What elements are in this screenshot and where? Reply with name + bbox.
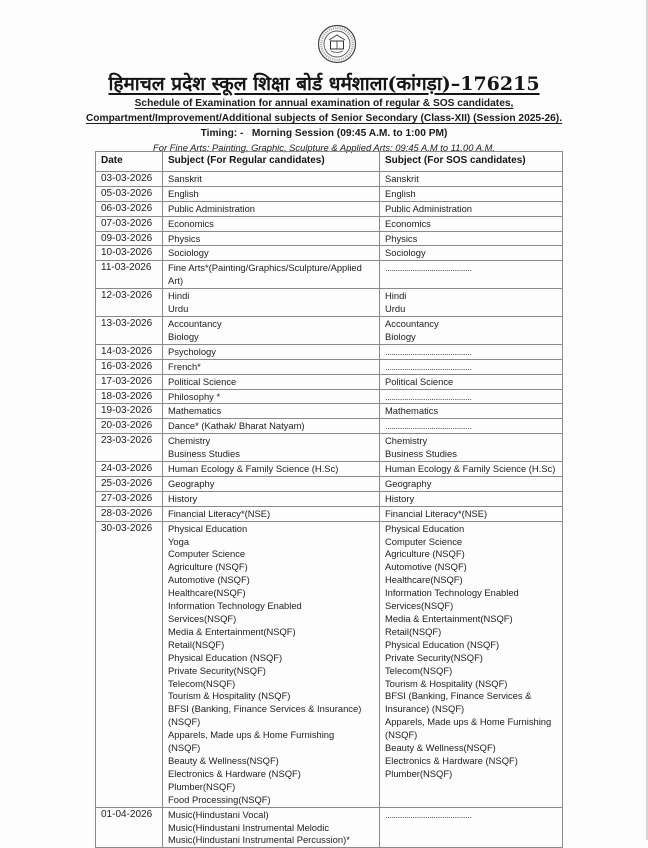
not-applicable-placeholder: ......................................... — [385, 262, 472, 274]
regular-subject-cell — [163, 389, 380, 404]
table-row — [96, 171, 563, 186]
not-applicable-placeholder: ......................................... — [385, 808, 472, 820]
board-title-text: हिमाचल प्रदेश स्कूल शिक्षा बोर्ड धर्मशाला(कांगड़ा)–176215 — [108, 73, 540, 95]
exam-date: 12-03-2026 — [96, 289, 163, 317]
subject-name: Business Studies — [168, 448, 240, 460]
subject-name: Media & Entertainment(NSQF) — [168, 625, 296, 637]
table-row — [96, 389, 563, 404]
subject-name: Chemistry — [385, 435, 428, 447]
regular-subject-cell — [163, 316, 380, 344]
header-date: Date — [96, 152, 163, 172]
subject-name: Biology — [168, 330, 199, 342]
header-sos-subject: Subject (For SOS candidates) — [380, 152, 563, 172]
exam-date: 19-03-2026 — [96, 404, 163, 419]
sos-subject-cell — [380, 289, 563, 317]
regular-subject-cell — [163, 246, 380, 261]
subject-name: Media & Entertainment(NSQF) — [385, 613, 513, 624]
subject-name: Political Science — [385, 375, 454, 387]
exam-date: 28-03-2026 — [96, 506, 163, 521]
table-row — [96, 316, 563, 344]
sos-subject-cell — [380, 231, 563, 246]
sos-subject-cell — [380, 419, 563, 434]
sos-subject-cell — [380, 374, 563, 389]
exam-date: 23-03-2026 — [96, 434, 163, 462]
subject-name: Physical Education — [168, 522, 248, 534]
subject-name: Hindi — [168, 290, 190, 302]
exam-date: 13-03-2026 — [96, 316, 163, 344]
subject-name: Financial Literacy*(NSE) — [385, 507, 488, 519]
subject-name: Accountancy — [385, 317, 439, 329]
subject-name: Physical Education (NSQF) — [385, 638, 500, 650]
subject-name: Healthcare(NSQF) — [168, 587, 246, 599]
subject-name: Sociology — [168, 247, 209, 259]
sos-subject-cell — [380, 316, 563, 344]
subject-name: Private Security(NSQF) — [385, 651, 483, 663]
subject-name: Music(Hindustani Instrumental Melodic — [168, 821, 330, 833]
subject-name: Apparels, Made ups & Home Furnishing — [168, 729, 335, 741]
sos-subject-cell — [380, 261, 563, 289]
exam-date: 07-03-2026 — [96, 216, 163, 231]
subject-name: (NSQF) — [168, 716, 201, 728]
not-applicable-placeholder: ......................................... — [385, 345, 472, 357]
sos-subject-cell — [380, 216, 563, 231]
subject-name: English — [385, 187, 416, 199]
subject-name: Human Ecology & Family Science (H.Sc) — [385, 463, 556, 475]
subject-name: Electronics & Hardware (NSQF) — [385, 754, 518, 766]
subject-name: (NSQF) — [168, 742, 201, 754]
subject-name: Mathematics — [168, 405, 222, 417]
subject-name: Tourism & Hospitality (NSQF) — [385, 677, 508, 689]
schedule-subtitle-line2 — [0, 113, 648, 124]
sos-subject-cell — [380, 344, 563, 359]
exam-date: 27-03-2026 — [96, 491, 163, 506]
regular-subject-cell — [163, 521, 380, 807]
subject-name: Hindi — [385, 290, 407, 302]
sos-subject-cell — [380, 201, 563, 216]
subject-name: Plumber(NSQF) — [385, 767, 453, 779]
not-applicable-placeholder: ......................................... — [385, 360, 472, 372]
table-row — [96, 491, 563, 506]
subject-name: Economics — [385, 217, 431, 229]
subject-name: Urdu — [168, 303, 189, 315]
sos-subject-cell — [380, 171, 563, 186]
regular-subject-cell — [163, 186, 380, 201]
exam-date: 06-03-2026 — [96, 201, 163, 216]
table-row — [96, 419, 563, 434]
subject-name: Electronics & Hardware (NSQF) — [168, 767, 301, 779]
subject-name: BFSI (Banking, Finance Services & — [385, 690, 532, 702]
subtitle-line2-text: Compartment/Improvement/Additional subjects of Senior Secondary (Class-XII) (Session 2025-26). — [85, 113, 563, 124]
exam-date: 20-03-2026 — [96, 419, 163, 434]
subject-name: English — [168, 187, 199, 199]
exam-date: 17-03-2026 — [96, 374, 163, 389]
subject-name: Beauty & Wellness(NSQF) — [168, 754, 279, 766]
table-header-row — [96, 152, 563, 172]
table-row — [96, 476, 563, 491]
board-seal-icon — [317, 24, 357, 64]
subject-name: Services(NSQF) — [168, 613, 237, 624]
table-row — [96, 404, 563, 419]
subject-name: Philosophy * — [168, 390, 221, 402]
table-row — [96, 462, 563, 477]
regular-subject-cell — [163, 807, 380, 848]
subject-name: Sanskrit — [168, 172, 202, 184]
subject-name: Agriculture (NSQF) — [168, 561, 248, 573]
regular-subject-cell — [163, 506, 380, 521]
regular-subject-cell — [163, 216, 380, 231]
subject-name: Political Science — [168, 375, 237, 387]
exam-date: 16-03-2026 — [96, 359, 163, 374]
subject-name: Geography — [168, 477, 215, 489]
subject-name: Healthcare(NSQF) — [385, 574, 463, 586]
subject-name: Geography — [385, 477, 432, 489]
subject-name: Retail(NSQF) — [385, 625, 442, 637]
table-row — [96, 216, 563, 231]
regular-subject-cell — [163, 462, 380, 477]
subject-name: Yoga — [168, 535, 190, 547]
regular-subject-cell — [163, 476, 380, 491]
table-row — [96, 289, 563, 317]
regular-subject-cell — [163, 171, 380, 186]
subject-name: Food Processing(NSQF) — [168, 793, 271, 805]
exam-date: 18-03-2026 — [96, 389, 163, 404]
exam-date: 25-03-2026 — [96, 476, 163, 491]
sos-subject-cell — [380, 389, 563, 404]
subject-name: Sanskrit — [385, 172, 419, 184]
subject-name: History — [385, 492, 415, 504]
subject-name: Human Ecology & Family Science (H.Sc) — [168, 463, 339, 475]
table-row — [96, 807, 563, 848]
subject-name: Information Technology Enabled — [168, 600, 302, 612]
table-row — [96, 506, 563, 521]
exam-date: 09-03-2026 — [96, 231, 163, 246]
exam-date: 05-03-2026 — [96, 186, 163, 201]
subject-name: Music(Hindustani Instrumental Percussion)* — [168, 834, 350, 846]
subject-name: Fine Arts*(Painting/Graphics/Sculpture/Applied — [168, 262, 362, 274]
subject-name: Automotive (NSQF) — [385, 561, 467, 573]
regular-subject-cell — [163, 261, 380, 289]
regular-subject-cell — [163, 404, 380, 419]
subject-name: Automotive (NSQF) — [168, 574, 250, 586]
subject-name: Insurance) (NSQF) — [385, 703, 465, 715]
not-applicable-placeholder: ......................................... — [385, 390, 472, 402]
subject-name: Financial Literacy*(NSE) — [168, 507, 271, 519]
subject-name: Physical Education — [385, 522, 465, 534]
regular-subject-cell — [163, 491, 380, 506]
subject-name: Business Studies — [385, 448, 457, 460]
sos-subject-cell — [380, 359, 563, 374]
subject-name: Private Security(NSQF) — [168, 664, 266, 676]
subject-name: Physical Education (NSQF) — [168, 651, 283, 663]
regular-subject-cell — [163, 359, 380, 374]
sos-subject-cell — [380, 491, 563, 506]
regular-subject-cell — [163, 231, 380, 246]
subject-name: Physics — [385, 232, 418, 244]
subject-name: Public Administration — [168, 202, 256, 214]
table-row — [96, 201, 563, 216]
table-row — [96, 246, 563, 261]
regular-subject-cell — [163, 374, 380, 389]
fine-arts-timing-note: For Fine Arts: Painting, Graphic, Sculpture & Applied Arts: 09:45 A.M to 11.00 A.M. — [153, 142, 495, 153]
subject-name: Beauty & Wellness(NSQF) — [385, 742, 496, 754]
subject-name: Dance* (Kathak/ Bharat Natyam) — [168, 420, 305, 432]
subject-name: History — [168, 492, 198, 504]
schedule-subtitle-line1 — [0, 98, 648, 109]
regular-subject-cell — [163, 419, 380, 434]
subject-name: Public Administration — [385, 202, 473, 214]
subject-name: Sociology — [385, 247, 426, 259]
subject-name: Information Technology Enabled — [385, 587, 519, 599]
subject-name: Music(Hindustani Vocal) — [168, 808, 269, 820]
not-applicable-placeholder: ......................................... — [385, 420, 472, 432]
subject-name: BFSI (Banking, Finance Services & Insurance) — [168, 703, 362, 715]
table-row — [96, 186, 563, 201]
subject-name: Physics — [168, 232, 201, 244]
exam-date: 03-03-2026 — [96, 171, 163, 186]
regular-subject-cell — [163, 434, 380, 462]
sos-subject-cell — [380, 434, 563, 462]
exam-schedule-table — [95, 151, 563, 848]
sos-subject-cell — [380, 462, 563, 477]
table-row — [96, 359, 563, 374]
subject-name: Apparels, Made ups & Home Furnishing — [385, 716, 552, 728]
subject-name: Telecom(NSQF) — [168, 677, 236, 689]
exam-date: 14-03-2026 — [96, 344, 163, 359]
exam-date: 11-03-2026 — [96, 261, 163, 289]
subject-name: Urdu — [385, 303, 406, 315]
subject-name: Retail(NSQF) — [168, 638, 225, 650]
subject-name: Mathematics — [385, 405, 439, 417]
sos-subject-cell — [380, 404, 563, 419]
subject-name: French* — [168, 360, 201, 372]
exam-date: 30-03-2026 — [96, 521, 163, 807]
subject-name: (NSQF) — [385, 729, 418, 741]
subject-name: Agriculture (NSQF) — [385, 548, 465, 560]
subject-name: Plumber(NSQF) — [168, 780, 236, 792]
exam-date: 24-03-2026 — [96, 462, 163, 477]
subtitle-line1-text: Schedule of Examination for annual examination of regular & SOS candidates, — [134, 98, 514, 109]
table-row — [96, 521, 563, 807]
regular-subject-cell — [163, 344, 380, 359]
subject-name: Services(NSQF) — [385, 600, 454, 612]
exam-date: 10-03-2026 — [96, 246, 163, 261]
exam-date: 01-04-2026 — [96, 807, 163, 848]
table-row — [96, 261, 563, 289]
subject-name: Psychology — [168, 345, 216, 357]
subject-name: Biology — [385, 330, 416, 342]
sos-subject-cell — [380, 521, 563, 807]
subject-name: Chemistry — [168, 435, 211, 447]
sos-subject-cell — [380, 807, 563, 848]
table-body — [96, 171, 563, 847]
subject-name: Tourism & Hospitality (NSQF) — [168, 690, 291, 702]
subject-name: Computer Science — [385, 535, 463, 547]
header-regular-subject: Subject (For Regular candidates) — [163, 152, 380, 172]
sos-subject-cell — [380, 246, 563, 261]
subject-name: Telecom(NSQF) — [385, 664, 453, 676]
sos-subject-cell — [380, 186, 563, 201]
table-row — [96, 434, 563, 462]
subject-name: Accountancy — [168, 317, 222, 329]
subject-name: Art) — [168, 275, 184, 287]
board-title-hindi — [0, 70, 648, 96]
table-row — [96, 374, 563, 389]
sos-subject-cell — [380, 476, 563, 491]
table-row — [96, 344, 563, 359]
exam-timing: Timing: - Morning Session (09:45 A.M. to 1:00 PM) — [200, 128, 448, 139]
sos-subject-cell — [380, 506, 563, 521]
table-row — [96, 231, 563, 246]
regular-subject-cell — [163, 289, 380, 317]
subject-name: Economics — [168, 217, 214, 229]
subject-name: Computer Science — [168, 548, 246, 560]
regular-subject-cell — [163, 201, 380, 216]
